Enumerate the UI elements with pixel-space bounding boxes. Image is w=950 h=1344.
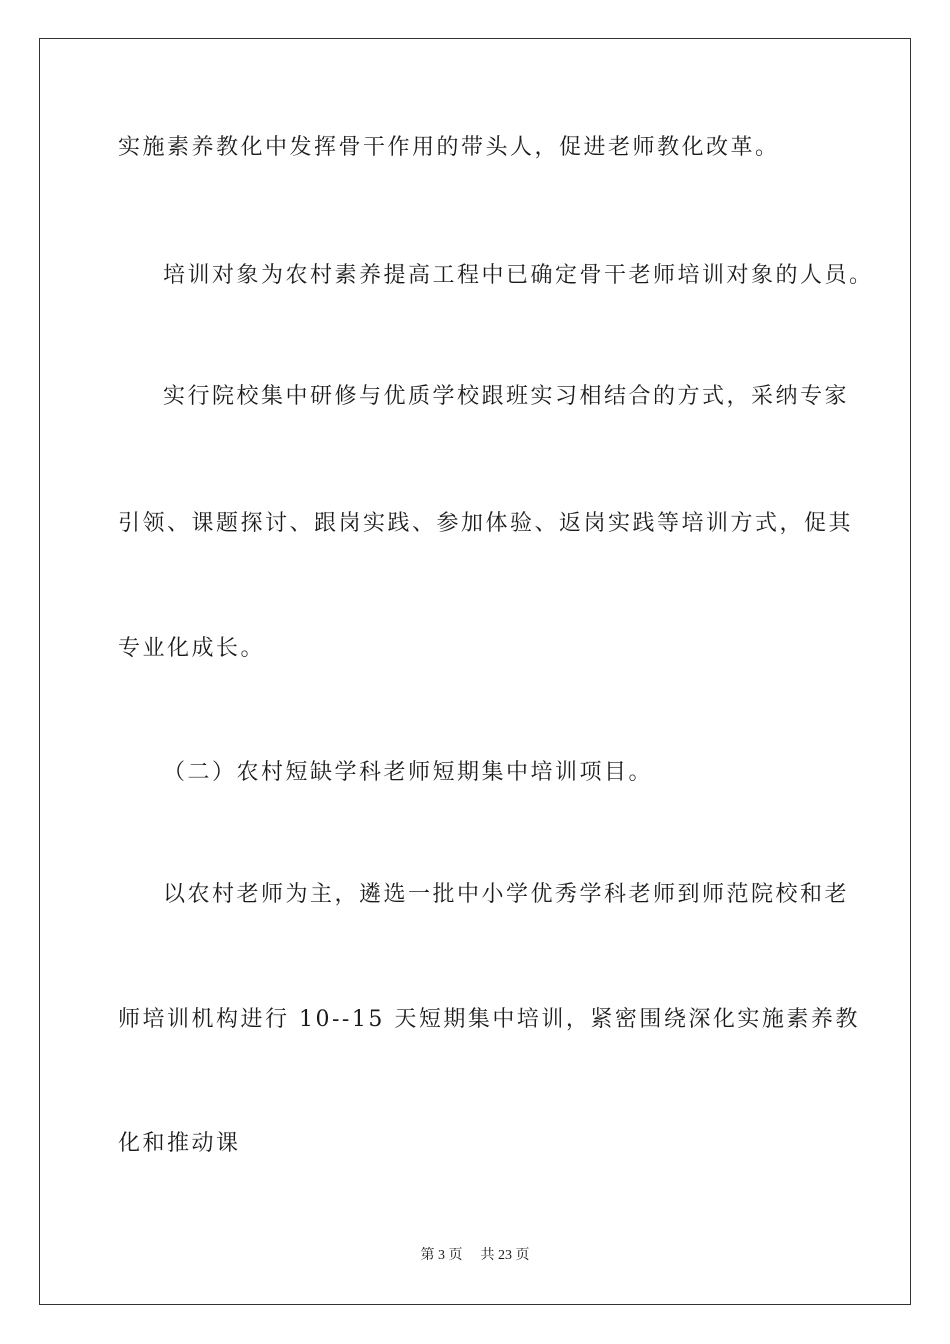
text-line-4: 引领、课题探讨、跟岗实践、参加体验、返岗实践等培训方式，促其 — [118, 511, 854, 536]
page-number: 第 3 页 — [420, 1248, 463, 1263]
text-line-7: 以农村老师为主，遴选一批中小学优秀学科老师到师范院校和老 — [163, 882, 850, 907]
text-line-2: 培训对象为农村素养提高工程中已确定骨干老师培训对象的人员。 — [163, 263, 874, 288]
section-heading: （二）农村短缺学科老师短期集中培训项目。 — [163, 760, 654, 785]
text-line-9: 化和推动课 — [118, 1131, 241, 1156]
text-line-8: 师培训机构进行 10--15 天短期集中培训，紧密围绕深化实施素养教 — [118, 1007, 860, 1032]
text-line-1: 实施素养教化中发挥骨干作用的带头人，促进老师教化改革。 — [118, 135, 780, 160]
text-line-3: 实行院校集中研修与优质学校跟班实习相结合的方式，采纳专家 — [163, 384, 850, 409]
page-footer — [0, 1247, 950, 1265]
text-line-5: 专业化成长。 — [118, 636, 266, 661]
page-border — [39, 38, 911, 1305]
total-pages: 共 23 页 — [480, 1248, 530, 1263]
